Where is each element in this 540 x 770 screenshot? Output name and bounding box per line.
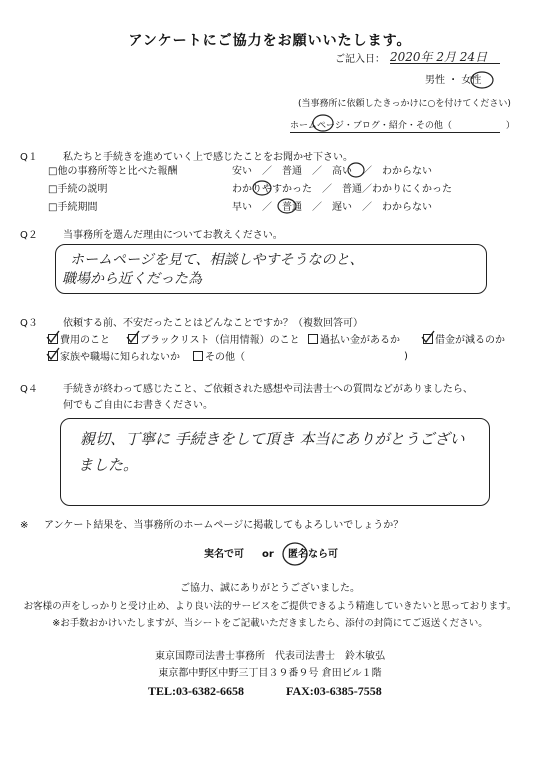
footer-address: 東京都中野区中野三丁目３９番９号 倉田ビル１階 xyxy=(158,668,382,679)
footer-fax: FAX:03-6385-7558 xyxy=(286,684,382,698)
fee-choice-circle xyxy=(348,163,364,177)
footer-tel: TEL:03-6382-6658 xyxy=(148,684,244,698)
q3-question: 依頼する前、不安だったことはどんなことですか？（複数回答可） xyxy=(63,318,363,329)
footer-office: 東京国際司法書士事務所 代表司法書士 鈴木敏弘 xyxy=(155,651,385,662)
q3-option-other-close: ) xyxy=(404,351,408,362)
q4-answer-line1: 親切、丁寧に 手続きをして頂き 本当にありがとうござい xyxy=(80,430,465,448)
note-return: ※お手数おかけいたしますが、当シートをご記載いただきましたら、添付の封筒にてご返送ください。 xyxy=(52,618,488,629)
q4-answer-line2: ました。 xyxy=(78,456,139,474)
q2-question: 当事務所を選んだ理由についてお教えください。 xyxy=(63,230,283,241)
q4-question-line2: 何でもご自由にお書きください。 xyxy=(63,400,213,411)
gender-select: 男性 ・ 女性 xyxy=(425,75,482,86)
q1-row-fee-label: □他の事務所等と比べた報酬 xyxy=(48,166,178,177)
q1-answer-marks xyxy=(0,0,540,230)
page-title: アンケートにご協力をお願いいたします。 xyxy=(128,33,412,49)
q3-option-debt-reduce: 借金が減るのか xyxy=(423,334,505,347)
q2-answer-line2: 職場から近くだった為 xyxy=(62,271,202,287)
q3-option-blacklist: ブラックリスト（信用情報）のこと xyxy=(128,334,300,347)
consent-option-anonymous: 匿名なら可 xyxy=(288,549,338,560)
q3-number: Q３ xyxy=(20,318,38,329)
q1-row-explain-scale: わかりやすかった ／ 普通／わかりにくかった xyxy=(232,184,452,195)
q1-number: Q１ xyxy=(20,152,38,163)
q1-question: 私たちと手続きを進めていく上で感じたことをお聞かせ下さい。 xyxy=(63,152,353,163)
q2-answer-line1: ホームページを見て、相談しやすそうなのと、 xyxy=(70,252,364,268)
q3-option-other: その他（ xyxy=(193,351,245,364)
date-value: 2020年 2月 24日 xyxy=(390,51,500,64)
consent-mark: ※ xyxy=(20,520,29,531)
trigger-options: ホームページ・ブログ・紹介・その他（ ） xyxy=(290,121,515,131)
date-label: ご記入日： xyxy=(335,54,385,65)
q3-option-cost: 費用のこと xyxy=(48,334,110,347)
trigger-prompt: (当事務所に依頼したきっかけに○を付けてください) xyxy=(298,99,511,109)
q3-option-overpayment: 過払い金があるか xyxy=(308,334,400,347)
consent-question: アンケート結果を、当事務所のホームページに掲載してもよろしいでしょうか？ xyxy=(44,520,404,531)
anonymous-circle-mark xyxy=(280,539,310,569)
thanks-message: ご協力、誠にありがとうございました。 xyxy=(180,583,360,594)
consent-option-real-name: 実名で可 xyxy=(204,549,244,560)
q2-number: Q２ xyxy=(20,230,38,241)
q4-question-line1: 手続きが終わって感じたこと、ご依頼された感想や司法書士への質問などがありましたら、 xyxy=(63,384,473,395)
period-choice-circle xyxy=(278,199,296,213)
q4-number: Q４ xyxy=(20,384,38,395)
q1-row-period-scale: 早い ／ 普通 ／ 遅い ／ わからない xyxy=(232,202,432,213)
q1-row-fee-scale: 安い ／ 普通 ／ 高い ／ わからない xyxy=(232,166,432,177)
consent-or: or xyxy=(262,549,274,560)
q1-row-period-label: □手続期間 xyxy=(48,202,98,213)
explain-choice-circle xyxy=(253,181,271,195)
q3-option-family: 家族や職場に知られないか xyxy=(48,351,180,364)
note-service: お客様の声をしっかりと受け止め、より良い法的サービスをご提供できるよう精進していきたいと思っております。 xyxy=(23,601,517,612)
q1-row-explain-label: □手続の説明 xyxy=(48,184,108,195)
q3-check-marks xyxy=(0,328,540,368)
